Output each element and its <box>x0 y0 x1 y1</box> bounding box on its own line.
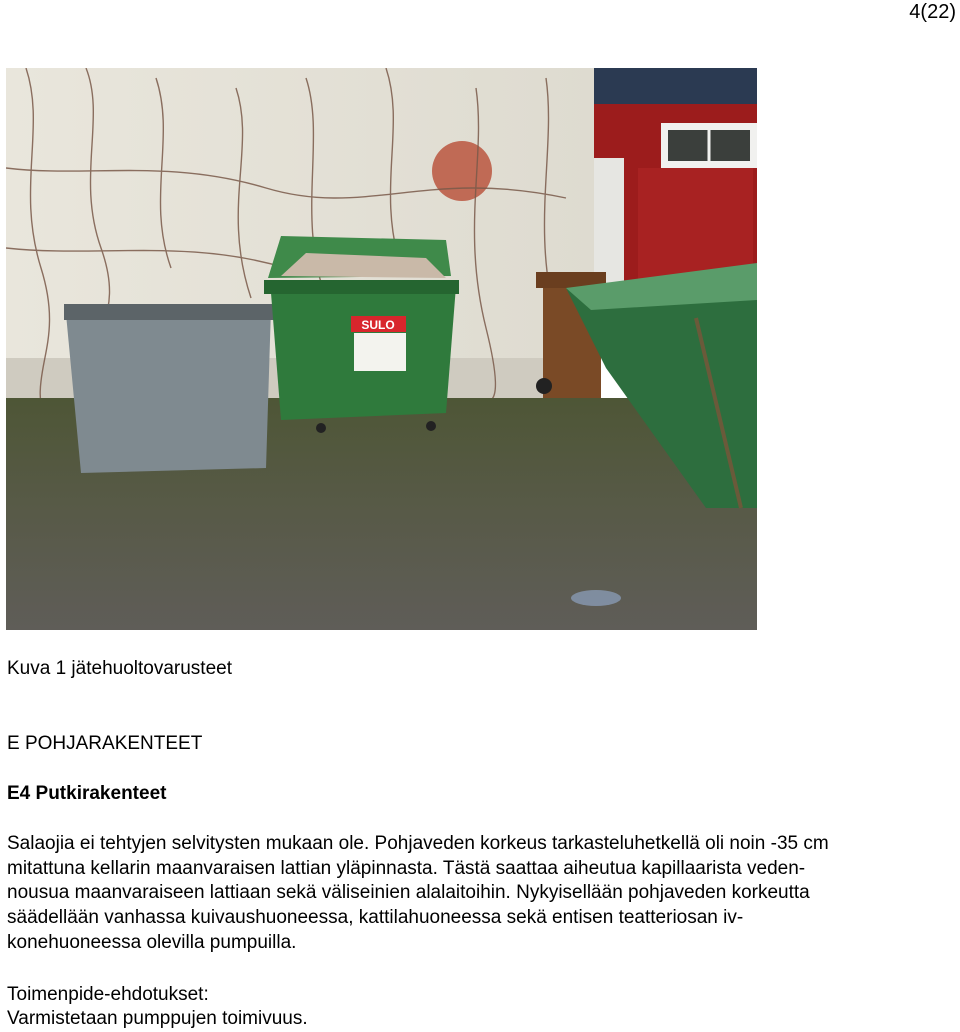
roof <box>594 68 757 104</box>
measures-label: Toimenpide-ehdotukset: <box>7 984 209 1005</box>
measures-item: Varmistetaan pumppujen toimivuus. <box>7 1008 308 1029</box>
paragraph-line: nousua maanvaraiseen lattiaan sekä väliseinien alalaitoihin. Nykyisellään pohjaveden korkeutta <box>7 882 810 904</box>
body-paragraph <box>7 832 952 956</box>
figure-caption: Kuva 1 jätehuoltovarusteet <box>7 658 232 679</box>
round-wall-sign <box>432 141 492 201</box>
paragraph-line: mitattuna kellarin maanvaraisen lattian yläpinnasta. Tästä saattaa aiheutua kapillaarista veden- <box>7 857 806 879</box>
photo-waste-containers <box>6 68 757 630</box>
paragraph-line: Salaojia ei tehtyjen selvitysten mukaan ole. Pohjaveden korkeus tarkasteluhetkellä oli noin -35 cm <box>7 833 829 854</box>
container-brand-label: SULO <box>361 318 395 332</box>
grey-container <box>66 308 271 473</box>
section-subtitle: E4 Putkirakenteet <box>7 783 167 804</box>
section-title: E POHJARAKENTEET <box>7 733 203 754</box>
paragraph-line: säädellään vanhassa kuivaushuoneessa, kattilahuoneessa sekä entisen teatteriosan iv- <box>7 907 744 929</box>
page-number: 4(22) <box>909 1 956 23</box>
paragraph-line: konehuoneessa olevilla pumpuilla. <box>7 931 297 953</box>
